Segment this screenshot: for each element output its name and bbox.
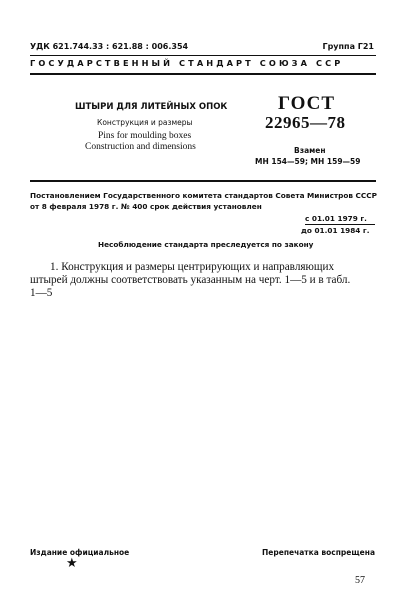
effective-to: до 01.01 1984 г. [301, 226, 370, 235]
title-rule [30, 180, 376, 182]
replaces-list: МН 154—59; МН 159—59 [255, 157, 361, 166]
udc-code: УДК 621.744.33 : 621.88 : 006.354 [30, 42, 189, 51]
compliance-warning: Несоблюдение стандарта преследуется по закону [98, 240, 314, 249]
effective-from: с 01.01 1979 г. [305, 214, 367, 223]
standard-label: ГОСТ [278, 93, 336, 114]
reprint-prohibited: Перепечатка воспрещена [262, 548, 376, 557]
star-icon: ★ [66, 555, 78, 570]
top-rule [30, 55, 376, 56]
group-code: Группа Г21 [322, 42, 374, 51]
title-ru: ШТЫРИ ДЛЯ ЛИТЕЙНЫХ ОПОК [75, 102, 228, 112]
standard-number: 22965—78 [265, 113, 346, 132]
date-rule [305, 224, 375, 225]
state-standard-banner: ГОСУДАРСТВЕННЫЙ СТАНДАРТ СОЮЗА ССР [30, 58, 344, 68]
title-en: Pins for moulding boxes [98, 131, 192, 141]
page-number: 57 [355, 575, 365, 586]
subtitle-ru: Конструкция и размеры [97, 118, 193, 127]
decree-line-1: Постановлением Государственного комитета стандартов Совета Министров СССР [30, 191, 377, 200]
banner-rule [30, 73, 376, 75]
subtitle-en: Construction and dimensions [85, 142, 196, 152]
body-paragraph-line-1: 1. Конструкция и размеры центрирующих и направляющих [50, 261, 335, 273]
decree-line-2: от 8 февраля 1978 г. № 400 срок действия установлен [30, 202, 262, 211]
official-edition: Издание официальное [30, 548, 130, 557]
body-paragraph-line-3: 1—5 [30, 287, 53, 299]
replaces-label: Взамен [294, 146, 326, 155]
body-paragraph-line-2: штырей должны соответствовать указанным на черт. 1—5 и в табл. [30, 274, 351, 286]
